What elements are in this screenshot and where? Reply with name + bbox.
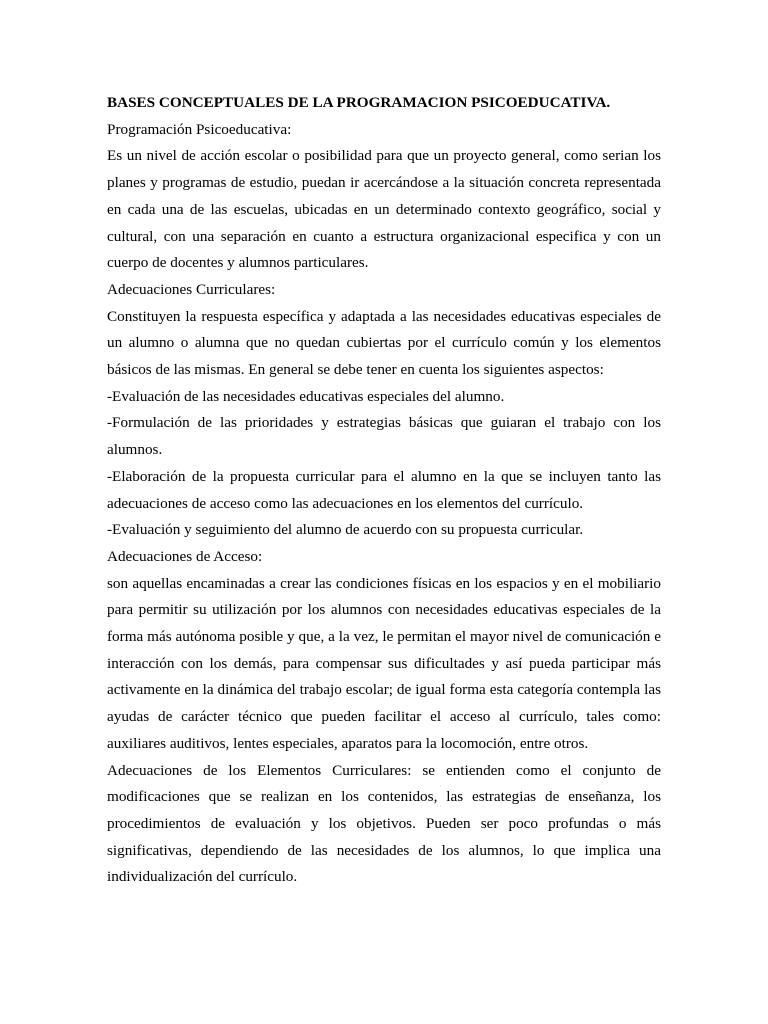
paragraph-elementos-curriculares: Adecuaciones de los Elementos Curriculares: se entienden como el conjunto de modificaciones que se realizan en los contenidos, las estrategias de enseñanza, los procedimientos de evaluación y los objetivos. Pueden ser poco profundas o más significativas, dependiendo de las necesidades de los alumnos, lo que implica una individualización del currículo.: [107, 761, 661, 886]
paragraph-adecuaciones-definition: Constituyen la respuesta específica y adaptada a las necesidades educativas especiales de un alumno o alumna que no quedan cubiertas por el currículo común y los elementos básicos de las mismas. En general se debe tener en cuenta los siguientes aspectos:: [107, 307, 661, 379]
paragraph-acceso-definition: son aquellas encaminadas a crear las condiciones físicas en los espacios y en el mobiliario para permitir su utilización por los alumnos con necesidades educativas especiales de la forma más autónoma posible y que, a la vez, le permitan el mayor nivel de comunicación e interacción con los demás, para compensar sus dificultades y así pueda participar más activamente en la dinámica del trabajo escolar; de igual forma esta categoría contempla las ayudas de carácter técnico que pueden facilitar el acceso al currículo, tales como: auxiliares auditivos, lentes especiales, aparatos para la locomoción, entre otros.: [107, 574, 661, 752]
section-heading-adecuaciones-curriculares: Adecuaciones Curriculares:: [107, 280, 276, 298]
list-item-seguimiento: -Evaluación y seguimiento del alumno de acuerdo con su propuesta curricular.: [107, 521, 584, 539]
list-item-elaboracion: -Elaboración de la propuesta curricular para el alumno en la que se incluyen tanto las adecuaciones de acceso como las adecuaciones en los elementos del currículo.: [107, 467, 661, 512]
document-title: BASES CONCEPTUALES DE LA PROGRAMACION PSICOEDUCATIVA.: [107, 94, 611, 111]
document-page: [107, 90, 661, 891]
section-heading-programacion: Programación Psicoeducativa:: [107, 120, 292, 138]
list-item-evaluacion: -Evaluación de las necesidades educativas especiales del alumno.: [107, 387, 505, 405]
section-heading-adecuaciones-acceso: Adecuaciones de Acceso:: [107, 547, 263, 565]
list-item-formulacion: -Formulación de las prioridades y estrategias básicas que guiaran el trabajo con los alumnos.: [107, 414, 661, 459]
paragraph-programacion-definition: Es un nivel de acción escolar o posibilidad para que un proyecto general, como serian los planes y programas de estudio, puedan ir acercándose a la situación concreta representada en cada una de las escuelas, ubicadas en un determinado contexto geográfico, social y cultural, con una separación en cuanto a estructura organizacional especifica y con un cuerpo de docentes y alumnos particulares.: [107, 147, 661, 272]
